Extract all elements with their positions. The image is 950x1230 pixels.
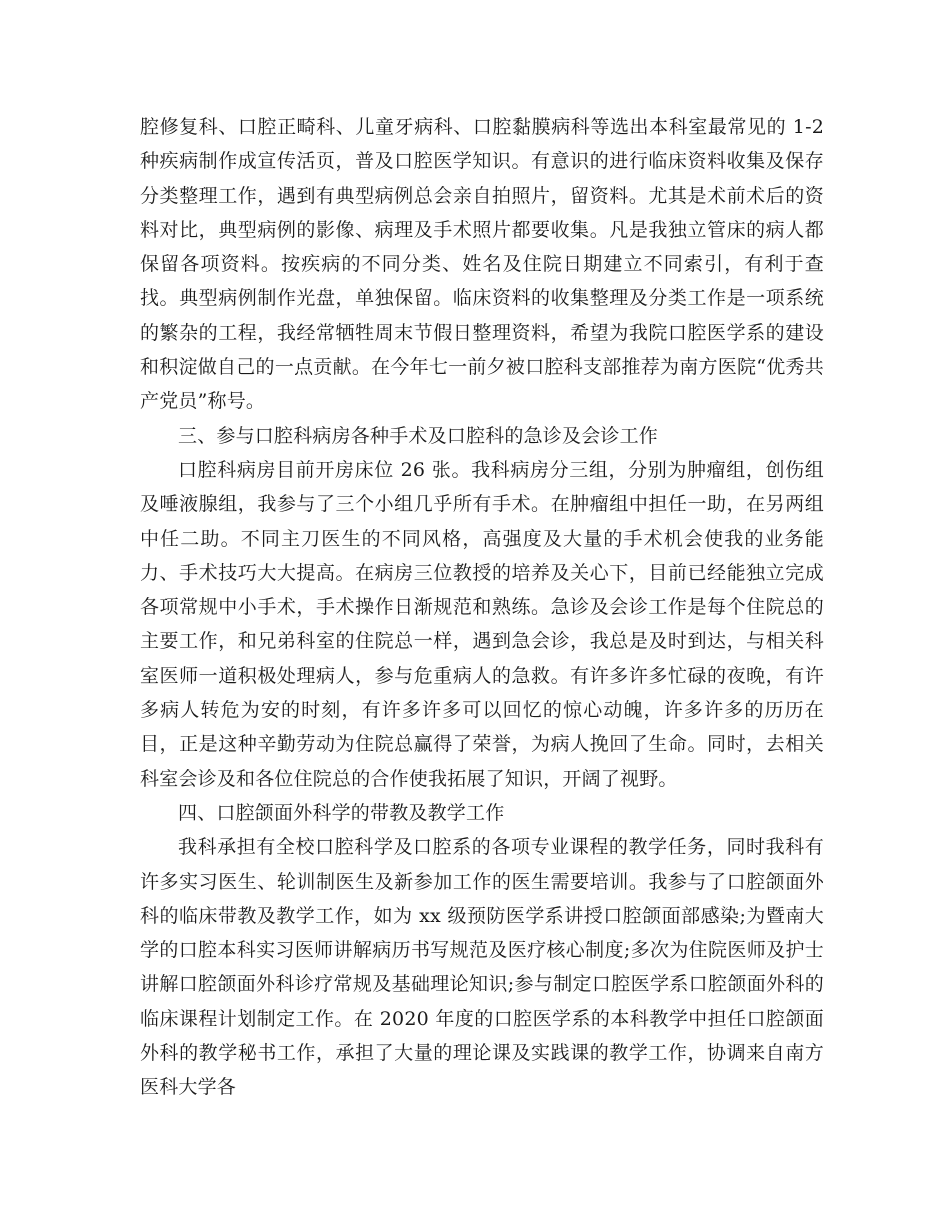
paragraph-section-four: 我科承担有全校口腔科学及口腔系的各项专业课程的教学任务，同时我科有许多实习医生、轮训制医生及新参加工作的医生需要培训。我参与了口腔颌面外科的临床带教及教学工作，如为 xx 级预防医学系讲授口腔颌面部感染;为暨南大学的口腔本科实习医师讲解病历书写规范及医疗核心制度;多次为住院医师及护士讲解口腔颌面外科诊疗常规及基础理论知识;参与制定口腔医学系口腔颌面外科的临床课程计划制定工作。在 2020 年度的口腔医学系的本科教学中担任口腔颌面外科的教学秘书工作，承担了大量的理论课及实践课的教学工作，协调来自南方医科大学各 bbox=[140, 836, 824, 1099]
document-body bbox=[140, 110, 824, 1105]
section-heading-three: 三、参与口腔科病房各种手术及口腔科的急诊及会诊工作 bbox=[178, 424, 659, 447]
section-heading-four: 四、口腔颌面外科学的带教及教学工作 bbox=[178, 801, 505, 824]
paragraph-section-three: 口腔科病房目前开房床位 26 张。我科病房分三组，分别为肿瘤组，创伤组及唾液腺组，我参与了三个小组几乎所有手术。在肿瘤组中担任一助，在另两组中任二助。不同主刀医生的不同风格，高强度及大量的手术机会使我的业务能力、手术技巧大大提高。在病房三位教授的培养及关心下，目前已经能独立完成各项常规中小手术，手术操作日渐规范和熟练。急诊及会诊工作是每个住院总的主要工作，和兄弟科室的住院总一样，遇到急会诊，我总是及时到达，与相关科室医师一道积极处理病人，参与危重病人的急救。有许多许多忙碌的夜晚，有许多病人转危为安的时刻，有许多许多可以回忆的惊心动魄，许多许多的历历在目，正是这种辛勤劳动为住院总赢得了荣誉，为病人挽回了生命。同时，去相关科室会诊及和各位住院总的合作使我拓展了知识，开阔了视野。 bbox=[140, 458, 824, 790]
paragraph-continuation: 腔修复科、口腔正畸科、儿童牙病科、口腔黏膜病科等选出本科室最常见的 1-2 种疾病制作成宣传活页，普及口腔医学知识。有意识的进行临床资料收集及保存分类整理工作，遇到有典型病例总会亲自拍照片，留资料。尤其是术前术后的资料对比，典型病例的影像、病理及手术照片都要收集。凡是我独立管床的病人都保留各项资料。按疾病的不同分类、姓名及住院日期建立不同索引，有利于查找。典型病例制作光盘，单独保留。临床资料的收集整理及分类工作是一项系统的繁杂的工程，我经常牺牲周末节假日整理资料，希望为我院口腔医学系的建设和积淀做自己的一点贡献。在今年七一前夕被口腔科支部推荐为南方医院“优秀共产党员”称号。 bbox=[140, 116, 824, 413]
